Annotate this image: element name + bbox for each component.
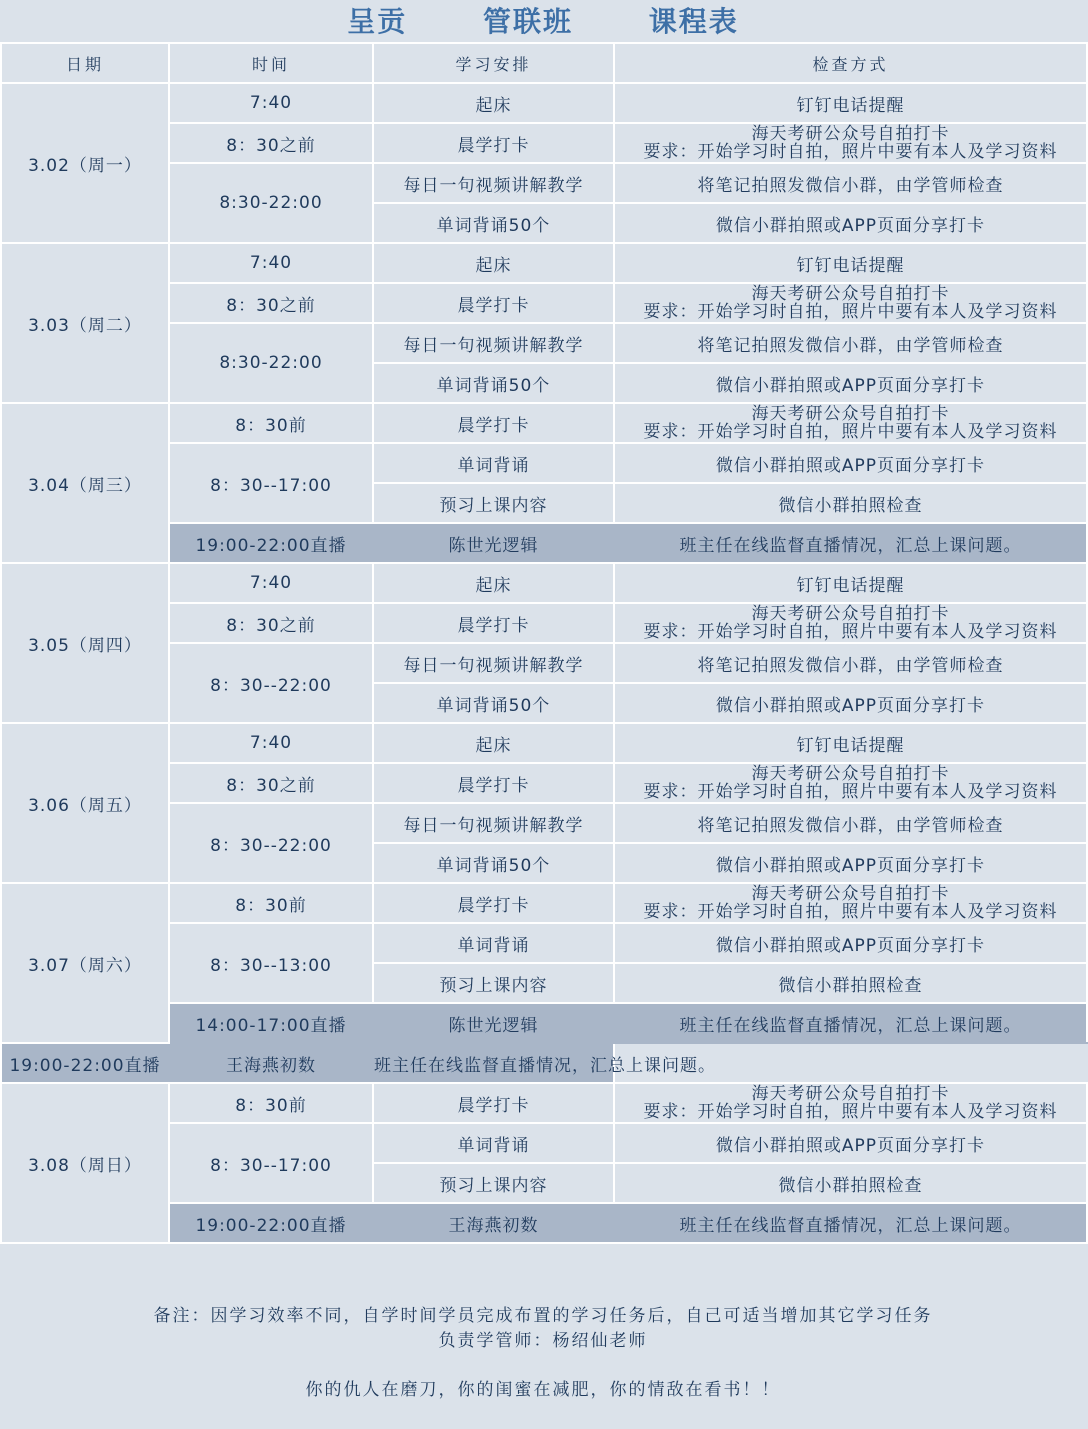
morning-task: 晨学打卡 xyxy=(373,403,614,443)
title-schedule: 课程表 xyxy=(648,5,739,38)
schedule-row xyxy=(1,563,1087,603)
morning-task: 晨学打卡 xyxy=(373,283,614,323)
live-course: 陈世光逻辑 xyxy=(373,523,614,563)
wake-task: 起床 xyxy=(373,723,614,763)
words-task: 单词背诵50个 xyxy=(373,683,614,723)
day-date: 3.06（周五） xyxy=(1,723,169,883)
title-class-name: 管联班 xyxy=(482,5,573,38)
morning-check-line: 海天考研公众号自拍打卡 xyxy=(751,284,950,304)
morning-check-requirement: 要求：开始学习时自拍，照片中要有本人及学习资料 xyxy=(643,902,1058,922)
wake-check: 钉钉电话提醒 xyxy=(614,243,1087,283)
header-check: 检查方式 xyxy=(614,43,1087,83)
preview-check: 微信小群拍照检查 xyxy=(614,963,1087,1003)
study-time: 8:30-22:00 xyxy=(169,323,373,403)
morning-check-requirement: 要求：开始学习时自拍，照片中要有本人及学习资料 xyxy=(643,302,1058,322)
footer-note xyxy=(0,1304,1086,1429)
day-date: 3.08（周日） xyxy=(1,1083,169,1243)
live-time: 19:00-22:00直播 xyxy=(1,1043,169,1083)
schedule-row xyxy=(1,1083,1087,1123)
words-check: 微信小群拍照或APP页面分享打卡 xyxy=(614,363,1087,403)
schedule-row xyxy=(1,883,1087,923)
words-check: 微信小群拍照或APP页面分享打卡 xyxy=(614,1123,1087,1163)
preview-check: 微信小群拍照检查 xyxy=(614,483,1087,523)
wake-task: 起床 xyxy=(373,243,614,283)
morning-check-requirement: 要求：开始学习时自拍，照片中要有本人及学习资料 xyxy=(643,782,1058,802)
page-title xyxy=(0,0,1086,42)
morning-check-requirement: 要求：开始学习时自拍，照片中要有本人及学习资料 xyxy=(643,142,1058,162)
study-time: 8：30--22:00 xyxy=(169,803,373,883)
morning-task: 晨学打卡 xyxy=(373,123,614,163)
morning-time: 8：30之前 xyxy=(169,283,373,323)
morning-check-line: 海天考研公众号自拍打卡 xyxy=(751,124,950,144)
preview-task: 预习上课内容 xyxy=(373,483,614,523)
video-check: 将笔记拍照发微信小群，由学管师检查 xyxy=(614,163,1087,203)
live-row xyxy=(1,1043,1087,1083)
schedule-body xyxy=(1,43,1087,1243)
words-task: 单词背诵50个 xyxy=(373,843,614,883)
day-date: 3.05（周四） xyxy=(1,563,169,723)
morning-time: 8：30之前 xyxy=(169,123,373,163)
header-date: 日期 xyxy=(1,43,169,83)
words-check: 微信小群拍照或APP页面分享打卡 xyxy=(614,843,1087,883)
preview-check: 微信小群拍照检查 xyxy=(614,1163,1087,1203)
preview-task: 预习上课内容 xyxy=(373,963,614,1003)
video-task: 每日一句视频讲解教学 xyxy=(373,643,614,683)
schedule-row xyxy=(1,83,1087,123)
morning-check-line: 海天考研公众号自拍打卡 xyxy=(751,884,950,904)
morning-task: 晨学打卡 xyxy=(373,1083,614,1123)
wake-time: 7:40 xyxy=(169,83,373,123)
morning-check-line: 海天考研公众号自拍打卡 xyxy=(751,764,950,784)
day-date: 3.03（周二） xyxy=(1,243,169,403)
video-task: 每日一句视频讲解教学 xyxy=(373,803,614,843)
study-time: 8：30--22:00 xyxy=(169,643,373,723)
words-task: 单词背诵 xyxy=(373,923,614,963)
schedule-row xyxy=(1,243,1087,283)
wake-check: 钉钉电话提醒 xyxy=(614,563,1087,603)
morning-time: 8：30之前 xyxy=(169,603,373,643)
morning-check-requirement: 要求：开始学习时自拍，照片中要有本人及学习资料 xyxy=(643,422,1058,442)
header-time: 时间 xyxy=(169,43,373,83)
live-time: 19:00-22:00直播 xyxy=(169,1203,373,1243)
study-time: 8:30-22:00 xyxy=(169,163,373,243)
words-check: 微信小群拍照或APP页面分享打卡 xyxy=(614,203,1087,243)
morning-time: 8：30前 xyxy=(169,1083,373,1123)
live-check: 班主任在线监督直播情况，汇总上课问题。 xyxy=(614,1203,1087,1243)
header-row xyxy=(1,43,1087,83)
words-task: 单词背诵50个 xyxy=(373,363,614,403)
morning-check-requirement: 要求：开始学习时自拍，照片中要有本人及学习资料 xyxy=(643,622,1058,642)
live-course: 王海燕初数 xyxy=(373,1203,614,1243)
words-check: 微信小群拍照或APP页面分享打卡 xyxy=(614,443,1087,483)
morning-task: 晨学打卡 xyxy=(373,763,614,803)
study-time: 8：30--13:00 xyxy=(169,923,373,1003)
schedule-row xyxy=(1,723,1087,763)
morning-check xyxy=(614,403,1087,443)
words-task: 单词背诵 xyxy=(373,1123,614,1163)
note-remark: 备注：因学习效率不同，自学时间学员完成布置的学习任务后，自己可适当增加其它学习任务 xyxy=(153,1306,933,1326)
video-check: 将笔记拍照发微信小群，由学管师检查 xyxy=(614,803,1087,843)
video-check: 将笔记拍照发微信小群，由学管师检查 xyxy=(614,643,1087,683)
video-task: 每日一句视频讲解教学 xyxy=(373,163,614,203)
live-time: 14:00-17:00直播 xyxy=(169,1003,373,1043)
study-time: 8：30--17:00 xyxy=(169,1123,373,1203)
video-task: 每日一句视频讲解教学 xyxy=(373,323,614,363)
wake-check: 钉钉电话提醒 xyxy=(614,83,1087,123)
preview-task: 预习上课内容 xyxy=(373,1163,614,1203)
day-date: 3.07（周六） xyxy=(1,883,169,1043)
live-course: 王海燕初数 xyxy=(169,1043,373,1083)
live-time: 19:00-22:00直播 xyxy=(169,523,373,563)
wake-check: 钉钉电话提醒 xyxy=(614,723,1087,763)
morning-check-line: 海天考研公众号自拍打卡 xyxy=(751,604,950,624)
morning-check xyxy=(614,123,1087,163)
note-manager: 负责学管师：杨绍仙老师 xyxy=(438,1331,648,1351)
schedule-row xyxy=(1,403,1087,443)
morning-task: 晨学打卡 xyxy=(373,603,614,643)
morning-check xyxy=(614,883,1087,923)
day-date: 3.04（周三） xyxy=(1,403,169,563)
morning-check xyxy=(614,763,1087,803)
video-check: 将笔记拍照发微信小群，由学管师检查 xyxy=(614,323,1087,363)
day-date: 3.02（周一） xyxy=(1,83,169,243)
morning-time: 8：30前 xyxy=(169,403,373,443)
wake-task: 起床 xyxy=(373,83,614,123)
live-check: 班主任在线监督直播情况，汇总上课问题。 xyxy=(373,1043,614,1083)
wake-task: 起床 xyxy=(373,563,614,603)
morning-check xyxy=(614,283,1087,323)
morning-task: 晨学打卡 xyxy=(373,883,614,923)
live-check: 班主任在线监督直播情况，汇总上课问题。 xyxy=(614,523,1087,563)
wake-time: 7:40 xyxy=(169,563,373,603)
live-course: 陈世光逻辑 xyxy=(373,1003,614,1043)
note-motto: 你的仇人在磨刀，你的闺蜜在减肥，你的情敌在看书！！ xyxy=(305,1380,781,1400)
morning-check-line: 海天考研公众号自拍打卡 xyxy=(751,404,950,424)
wake-time: 7:40 xyxy=(169,723,373,763)
morning-time: 8：30之前 xyxy=(169,763,373,803)
header-plan: 学习安排 xyxy=(373,43,614,83)
title-class-location: 呈贡 xyxy=(347,5,408,38)
morning-time: 8：30前 xyxy=(169,883,373,923)
morning-check xyxy=(614,603,1087,643)
morning-check-requirement: 要求：开始学习时自拍，照片中要有本人及学习资料 xyxy=(643,1102,1058,1122)
words-task: 单词背诵 xyxy=(373,443,614,483)
morning-check-line: 海天考研公众号自拍打卡 xyxy=(751,1084,950,1104)
words-check: 微信小群拍照或APP页面分享打卡 xyxy=(614,923,1087,963)
wake-time: 7:40 xyxy=(169,243,373,283)
morning-check xyxy=(614,1083,1087,1123)
words-check: 微信小群拍照或APP页面分享打卡 xyxy=(614,683,1087,723)
live-check: 班主任在线监督直播情况，汇总上课问题。 xyxy=(614,1003,1087,1043)
study-time: 8：30--17:00 xyxy=(169,443,373,523)
words-task: 单词背诵50个 xyxy=(373,203,614,243)
schedule-table xyxy=(0,42,1088,1244)
